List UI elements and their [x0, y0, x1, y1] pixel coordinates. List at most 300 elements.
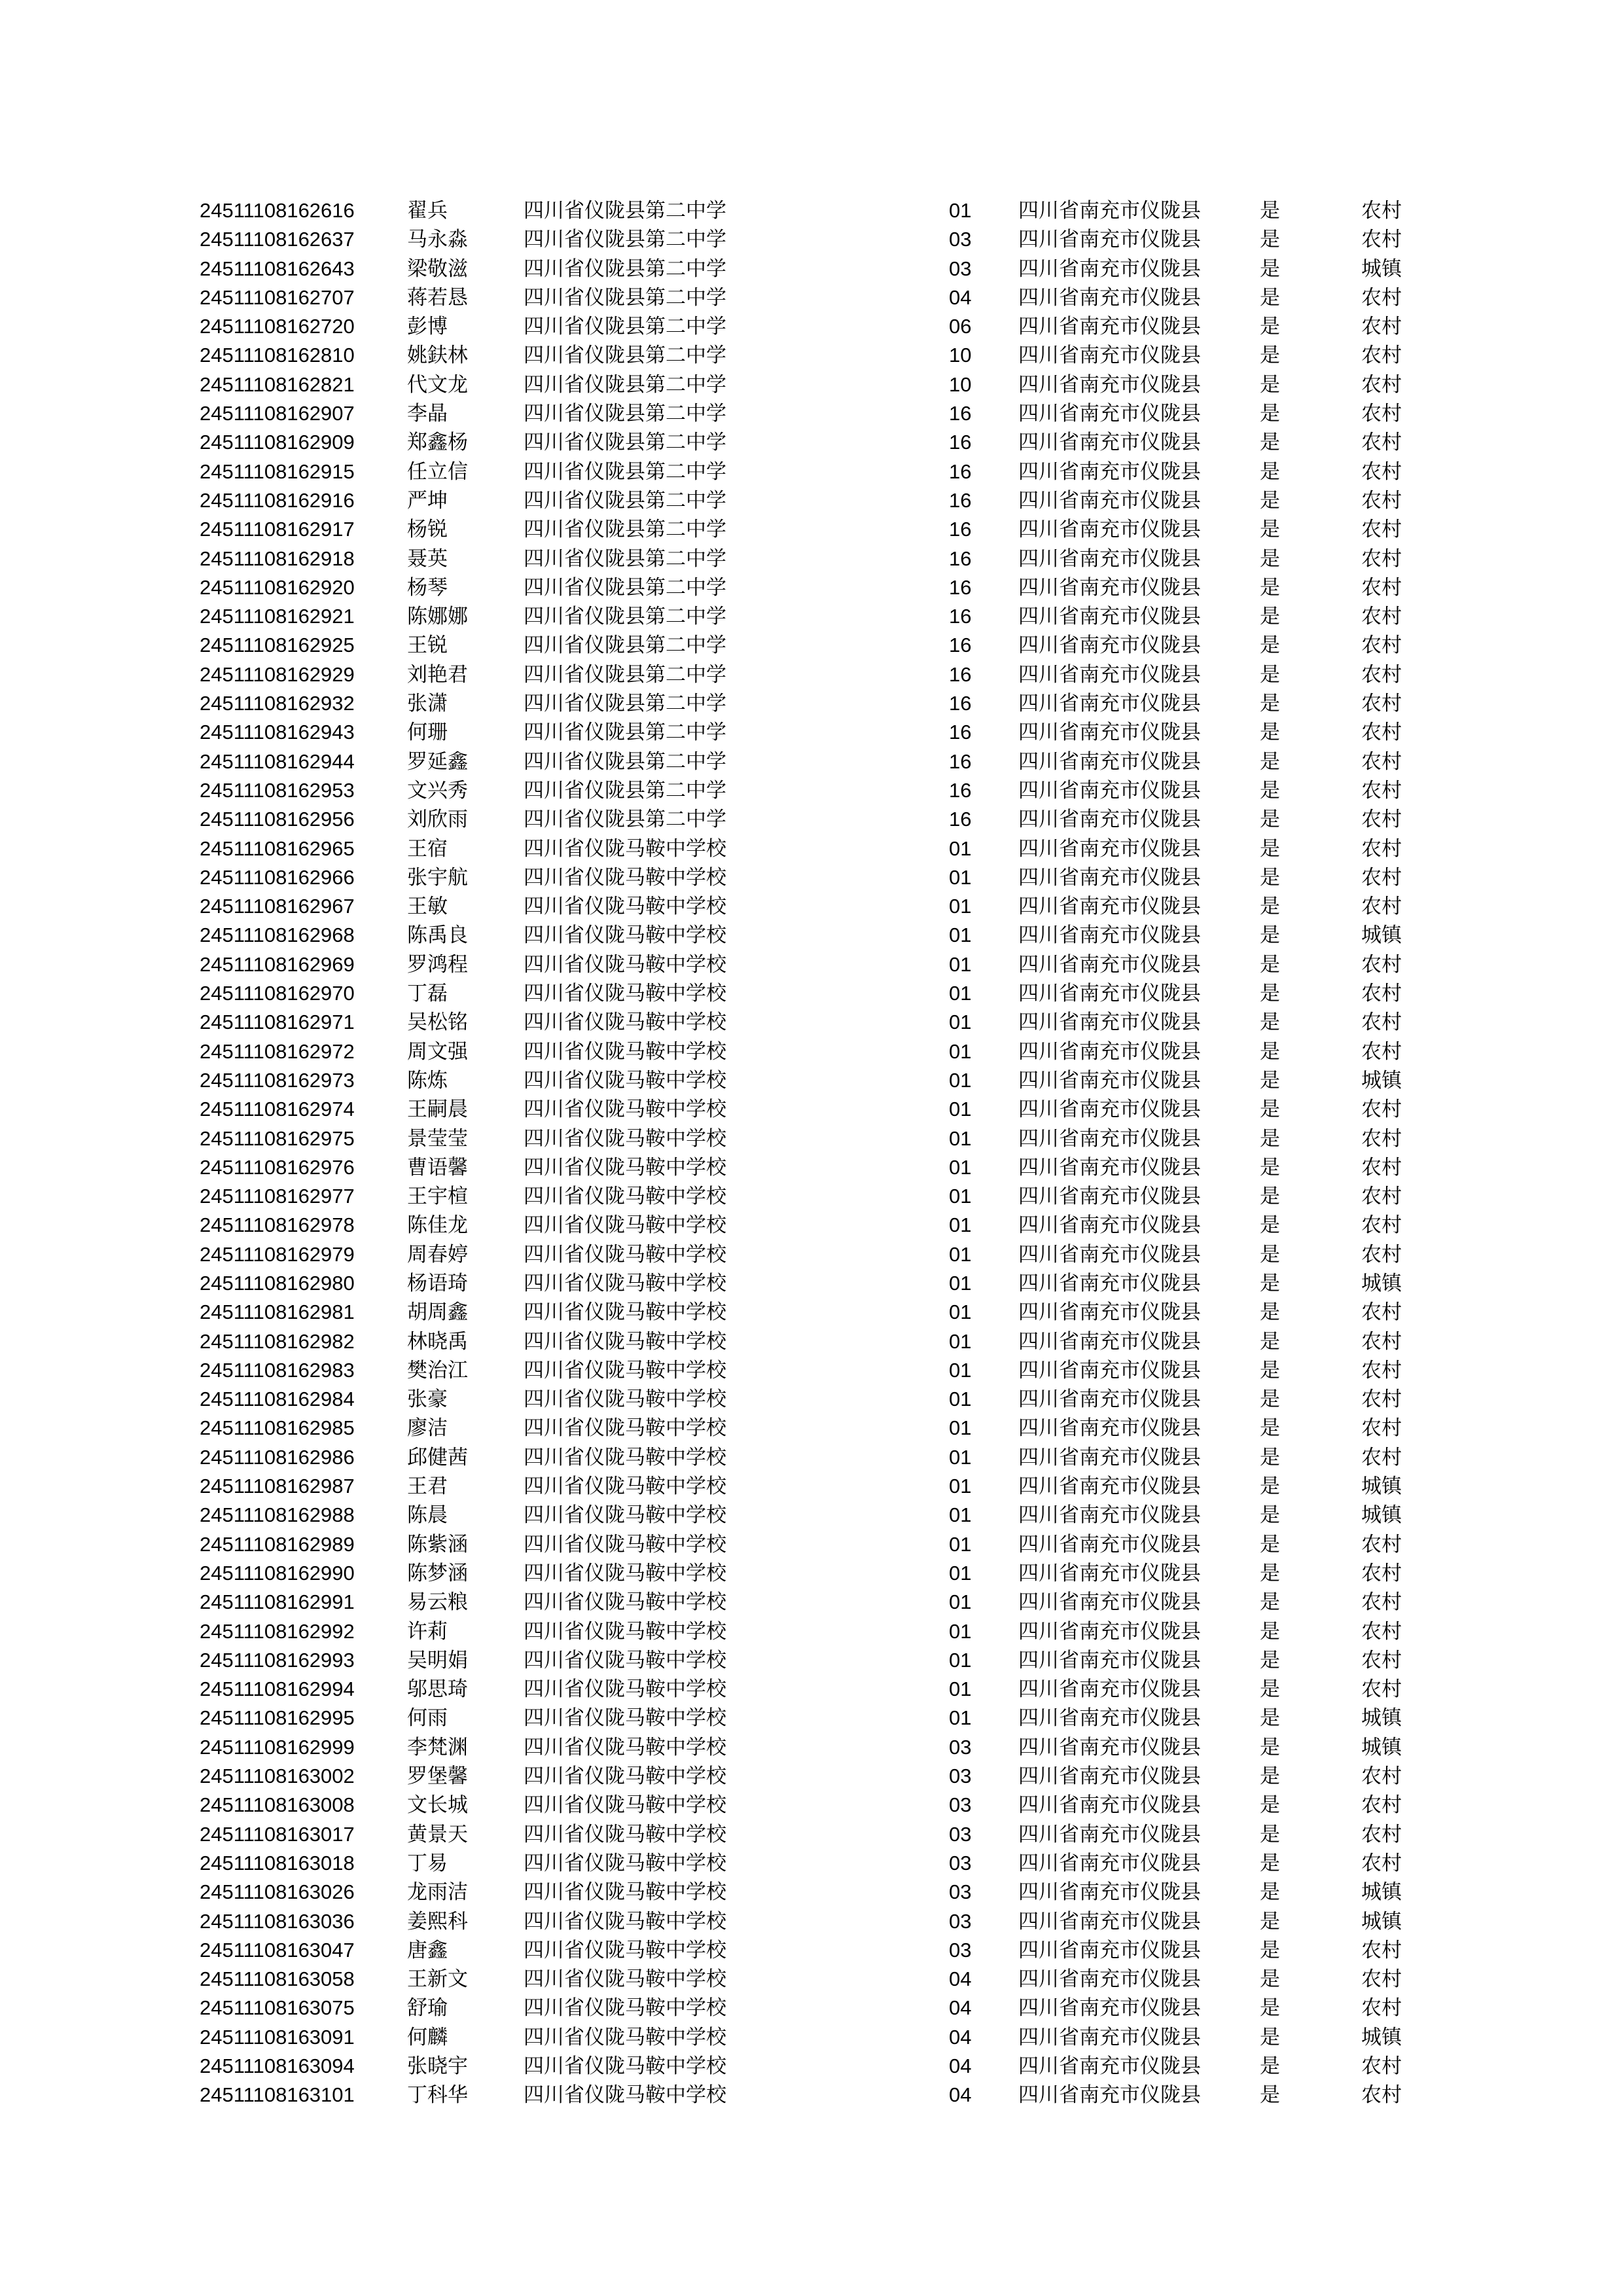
- flag-value: 是: [1260, 1039, 1280, 1064]
- flag-value: 是: [1260, 2054, 1280, 2078]
- student-id: 24511108162968: [200, 924, 355, 947]
- school-name: 四川省仪陇马鞍中学校: [524, 1793, 726, 1818]
- area-type: 农村: [1361, 2054, 1402, 2078]
- student-id: 24511108162975: [200, 1126, 355, 1150]
- student-id: 24511108162821: [200, 372, 355, 396]
- flag-value: 是: [1260, 2025, 1280, 2049]
- table-row: [0, 341, 1623, 370]
- table-row: [0, 1588, 1623, 1617]
- student-name: 陈紫涵: [407, 1532, 468, 1556]
- region: 四川省南充市仪陇县: [1018, 372, 1201, 397]
- category-code: 04: [949, 2025, 972, 2049]
- student-id: 24511108163036: [200, 1909, 355, 1933]
- student-name: 蒋若恳: [407, 285, 468, 310]
- student-name: 张宇航: [407, 865, 468, 889]
- region: 四川省南充市仪陇县: [1018, 1938, 1201, 1962]
- student-name: 黄景天: [407, 1822, 468, 1846]
- category-code: 01: [949, 1300, 972, 1324]
- flag-value: 是: [1260, 1677, 1280, 1702]
- category-code: 04: [949, 1967, 972, 1991]
- region: 四川省南充市仪陇县: [1018, 1155, 1201, 1179]
- table-row: [0, 921, 1623, 950]
- category-code: 16: [949, 488, 972, 512]
- table-row: [0, 1994, 1623, 2022]
- flag-value: 是: [1260, 1271, 1280, 1295]
- category-code: 01: [949, 1068, 972, 1092]
- area-type: 农村: [1361, 228, 1402, 252]
- student-name: 廖洁: [407, 1416, 448, 1441]
- flag-value: 是: [1260, 836, 1280, 861]
- category-code: 01: [949, 865, 972, 889]
- student-name: 龙雨洁: [407, 1880, 468, 1905]
- flag-value: 是: [1260, 1532, 1280, 1556]
- region: 四川省南充市仪陇县: [1018, 1126, 1201, 1151]
- student-name: 刘欣雨: [407, 808, 468, 832]
- school-name: 四川省仪陇马鞍中学校: [524, 1388, 726, 1412]
- region: 四川省南充市仪陇县: [1018, 692, 1201, 716]
- flag-value: 是: [1260, 1416, 1280, 1441]
- flag-value: 是: [1260, 431, 1280, 455]
- table-row: [0, 1385, 1623, 1414]
- student-name: 陈晨: [407, 1503, 448, 1528]
- table-row: [0, 776, 1623, 805]
- area-type: 城镇: [1361, 2025, 1402, 2049]
- school-name: 四川省仪陇县第二中学: [524, 692, 726, 716]
- flag-value: 是: [1260, 1329, 1280, 1354]
- student-id: 24511108162980: [200, 1271, 355, 1295]
- area-type: 农村: [1361, 1561, 1402, 1585]
- flag-value: 是: [1260, 721, 1280, 745]
- table-row: [0, 1965, 1623, 1994]
- school-name: 四川省仪陇马鞍中学校: [524, 1677, 726, 1702]
- flag-value: 是: [1260, 692, 1280, 716]
- category-code: 16: [949, 431, 972, 454]
- student-id: 24511108162999: [200, 1735, 355, 1759]
- school-name: 四川省仪陇县第二中学: [524, 721, 726, 745]
- area-type: 农村: [1361, 285, 1402, 310]
- region: 四川省南充市仪陇县: [1018, 315, 1201, 339]
- table-row: [0, 196, 1623, 225]
- school-name: 四川省仪陇县第二中学: [524, 662, 726, 687]
- area-type: 农村: [1361, 518, 1402, 542]
- table-row: [0, 2023, 1623, 2052]
- student-id: 24511108162977: [200, 1185, 355, 1208]
- student-name: 丁易: [407, 1851, 448, 1875]
- student-id: 24511108163101: [200, 2083, 355, 2107]
- region: 四川省南充市仪陇县: [1018, 1445, 1201, 1469]
- table-row: [0, 255, 1623, 283]
- category-code: 06: [949, 315, 972, 338]
- flag-value: 是: [1260, 1068, 1280, 1092]
- category-code: 01: [949, 1242, 972, 1266]
- school-name: 四川省仪陇县第二中学: [524, 315, 726, 339]
- flag-value: 是: [1260, 808, 1280, 832]
- student-id: 24511108163058: [200, 1967, 355, 1991]
- student-id: 24511108162990: [200, 1561, 355, 1585]
- area-type: 农村: [1361, 1590, 1402, 1615]
- table-row: [0, 805, 1623, 834]
- student-id: 24511108162720: [200, 315, 355, 338]
- student-id: 24511108162988: [200, 1503, 355, 1527]
- student-name: 丁磊: [407, 982, 448, 1006]
- student-id: 24511108162994: [200, 1677, 355, 1701]
- school-name: 四川省仪陇马鞍中学校: [524, 1851, 726, 1875]
- student-id: 24511108162989: [200, 1532, 355, 1556]
- table-row: [0, 1675, 1623, 1704]
- student-name: 文长城: [407, 1793, 468, 1818]
- category-code: 04: [949, 1996, 972, 2020]
- school-name: 四川省仪陇县第二中学: [524, 778, 726, 802]
- student-id: 24511108162983: [200, 1358, 355, 1382]
- category-code: 01: [949, 1155, 972, 1179]
- student-id: 24511108163047: [200, 1938, 355, 1962]
- student-name: 周文强: [407, 1039, 468, 1064]
- category-code: 01: [949, 1011, 972, 1034]
- school-name: 四川省仪陇马鞍中学校: [524, 1938, 726, 1962]
- table-row: [0, 1878, 1623, 1907]
- student-name: 王新文: [407, 1967, 468, 1992]
- flag-value: 是: [1260, 1213, 1280, 1238]
- category-code: 03: [949, 228, 972, 251]
- school-name: 四川省仪陇县第二中学: [524, 605, 726, 629]
- student-id: 24511108162991: [200, 1590, 355, 1614]
- school-name: 四川省仪陇马鞍中学校: [524, 1155, 726, 1179]
- flag-value: 是: [1260, 982, 1280, 1006]
- area-type: 城镇: [1361, 924, 1402, 948]
- student-name: 聂英: [407, 547, 448, 571]
- category-code: 16: [949, 778, 972, 802]
- area-type: 农村: [1361, 1765, 1402, 1789]
- flag-value: 是: [1260, 1388, 1280, 1412]
- area-type: 农村: [1361, 1938, 1402, 1962]
- student-id: 24511108163002: [200, 1765, 355, 1788]
- student-name: 杨语琦: [407, 1271, 468, 1295]
- table-row: [0, 515, 1623, 544]
- category-code: 01: [949, 952, 972, 976]
- student-name: 何珊: [407, 721, 448, 745]
- flag-value: 是: [1260, 1590, 1280, 1615]
- table-row: [0, 2052, 1623, 2081]
- region: 四川省南充市仪陇县: [1018, 1358, 1201, 1382]
- region: 四川省南充市仪陇县: [1018, 257, 1201, 281]
- category-code: 01: [949, 1445, 972, 1469]
- area-type: 农村: [1361, 1416, 1402, 1441]
- table-row: [0, 1936, 1623, 1965]
- table-row: [0, 1327, 1623, 1356]
- student-id: 24511108162944: [200, 749, 355, 773]
- category-code: 01: [949, 1648, 972, 1672]
- area-type: 农村: [1361, 344, 1402, 368]
- student-name: 陈娜娜: [407, 605, 468, 629]
- school-name: 四川省仪陇马鞍中学校: [524, 1068, 726, 1092]
- table-row: [0, 1820, 1623, 1849]
- area-type: 农村: [1361, 605, 1402, 629]
- table-row: [0, 689, 1623, 718]
- area-type: 农村: [1361, 1619, 1402, 1643]
- area-type: 农村: [1361, 1532, 1402, 1556]
- area-type: 农村: [1361, 634, 1402, 658]
- school-name: 四川省仪陇马鞍中学校: [524, 1329, 726, 1354]
- area-type: 农村: [1361, 749, 1402, 774]
- category-code: 01: [949, 1271, 972, 1295]
- category-code: 16: [949, 721, 972, 744]
- flag-value: 是: [1260, 199, 1280, 223]
- student-id: 24511108163075: [200, 1996, 355, 2020]
- table-row: [0, 1646, 1623, 1675]
- category-code: 04: [949, 2083, 972, 2107]
- region: 四川省南充市仪陇县: [1018, 431, 1201, 455]
- table-row: [0, 399, 1623, 428]
- area-type: 农村: [1361, 372, 1402, 397]
- student-id: 24511108162995: [200, 1706, 355, 1730]
- region: 四川省南充市仪陇县: [1018, 2083, 1201, 2108]
- category-code: 01: [949, 1126, 972, 1150]
- student-id: 24511108162915: [200, 459, 355, 483]
- school-name: 四川省仪陇马鞍中学校: [524, 1996, 726, 2020]
- area-type: 城镇: [1361, 1068, 1402, 1092]
- area-type: 城镇: [1361, 1909, 1402, 1933]
- student-name: 王君: [407, 1475, 448, 1499]
- student-name: 马永淼: [407, 228, 468, 252]
- school-name: 四川省仪陇县第二中学: [524, 344, 726, 368]
- table-row: [0, 428, 1623, 457]
- school-name: 四川省仪陇县第二中学: [524, 749, 726, 774]
- school-name: 四川省仪陇县第二中学: [524, 228, 726, 252]
- table-row: [0, 747, 1623, 776]
- table-row: [0, 1414, 1623, 1443]
- flag-value: 是: [1260, 402, 1280, 426]
- table-row: [0, 1617, 1623, 1646]
- student-id: 24511108163018: [200, 1851, 355, 1874]
- student-id: 24511108162917: [200, 518, 355, 541]
- region: 四川省南充市仪陇县: [1018, 1561, 1201, 1585]
- school-name: 四川省仪陇马鞍中学校: [524, 1619, 726, 1643]
- student-name: 吴松铭: [407, 1011, 468, 1035]
- flag-value: 是: [1260, 605, 1280, 629]
- student-name: 郑鑫杨: [407, 431, 468, 455]
- category-code: 03: [949, 1735, 972, 1759]
- student-name: 罗鸿程: [407, 952, 468, 977]
- table-row: [0, 1066, 1623, 1095]
- flag-value: 是: [1260, 518, 1280, 542]
- area-type: 农村: [1361, 402, 1402, 426]
- area-type: 农村: [1361, 1039, 1402, 1064]
- category-code: 01: [949, 895, 972, 918]
- student-id: 24511108162932: [200, 692, 355, 715]
- flag-value: 是: [1260, 1706, 1280, 1731]
- student-id: 24511108162810: [200, 344, 355, 367]
- category-code: 16: [949, 547, 972, 570]
- flag-value: 是: [1260, 1300, 1280, 1325]
- table-row: [0, 1298, 1623, 1327]
- region: 四川省南充市仪陇县: [1018, 1300, 1201, 1325]
- school-name: 四川省仪陇县第二中学: [524, 547, 726, 571]
- category-code: 01: [949, 982, 972, 1005]
- area-type: 农村: [1361, 1213, 1402, 1238]
- student-name: 丁科华: [407, 2083, 468, 2108]
- region: 四川省南充市仪陇县: [1018, 1735, 1201, 1759]
- table-row: [0, 950, 1623, 979]
- table-row: [0, 979, 1623, 1008]
- student-id: 24511108162973: [200, 1068, 355, 1092]
- region: 四川省南充市仪陇县: [1018, 1765, 1201, 1789]
- category-code: 01: [949, 1475, 972, 1498]
- region: 四川省南充市仪陇县: [1018, 1329, 1201, 1354]
- school-name: 四川省仪陇马鞍中学校: [524, 1416, 726, 1441]
- category-code: 01: [949, 924, 972, 947]
- student-id: 24511108163026: [200, 1880, 355, 1904]
- region: 四川省南充市仪陇县: [1018, 459, 1201, 484]
- student-name: 文兴秀: [407, 778, 468, 802]
- region: 四川省南充市仪陇县: [1018, 1619, 1201, 1643]
- region: 四川省南充市仪陇县: [1018, 1068, 1201, 1092]
- student-id: 24511108163017: [200, 1822, 355, 1846]
- region: 四川省南充市仪陇县: [1018, 924, 1201, 948]
- region: 四川省南充市仪陇县: [1018, 1416, 1201, 1441]
- category-code: 01: [949, 1677, 972, 1701]
- flag-value: 是: [1260, 1735, 1280, 1759]
- student-name: 曹语馨: [407, 1155, 468, 1179]
- student-id: 24511108162967: [200, 895, 355, 918]
- student-name: 翟兵: [407, 199, 448, 223]
- category-code: 01: [949, 1503, 972, 1527]
- category-code: 01: [949, 1039, 972, 1063]
- school-name: 四川省仪陇县第二中学: [524, 488, 726, 512]
- student-id: 24511108162981: [200, 1300, 355, 1324]
- category-code: 01: [949, 1416, 972, 1440]
- region: 四川省南充市仪陇县: [1018, 344, 1201, 368]
- student-id: 24511108162970: [200, 982, 355, 1005]
- school-name: 四川省仪陇马鞍中学校: [524, 1011, 726, 1035]
- student-id: 24511108162920: [200, 575, 355, 599]
- table-row: [0, 718, 1623, 747]
- student-name: 任立信: [407, 459, 468, 484]
- table-row: [0, 602, 1623, 631]
- school-name: 四川省仪陇马鞍中学校: [524, 1098, 726, 1122]
- table-row: [0, 283, 1623, 312]
- flag-value: 是: [1260, 1475, 1280, 1499]
- student-id: 24511108163094: [200, 2054, 355, 2077]
- area-type: 农村: [1361, 1793, 1402, 1818]
- flag-value: 是: [1260, 1996, 1280, 2020]
- flag-value: 是: [1260, 1358, 1280, 1382]
- table-row: [0, 1211, 1623, 1240]
- flag-value: 是: [1260, 749, 1280, 774]
- table-row: [0, 486, 1623, 515]
- area-type: 农村: [1361, 836, 1402, 861]
- student-id: 24511108162993: [200, 1648, 355, 1672]
- school-name: 四川省仪陇县第二中学: [524, 372, 726, 397]
- student-name: 杨琴: [407, 575, 448, 600]
- student-id: 24511108162984: [200, 1388, 355, 1411]
- area-type: 农村: [1361, 575, 1402, 600]
- category-code: 01: [949, 1213, 972, 1237]
- student-name: 王嗣晨: [407, 1098, 468, 1122]
- region: 四川省南充市仪陇县: [1018, 1677, 1201, 1702]
- category-code: 03: [949, 257, 972, 280]
- table-row: [0, 1269, 1623, 1298]
- area-type: 农村: [1361, 488, 1402, 512]
- area-type: 农村: [1361, 1822, 1402, 1846]
- flag-value: 是: [1260, 1765, 1280, 1789]
- school-name: 四川省仪陇县第二中学: [524, 459, 726, 484]
- region: 四川省南充市仪陇县: [1018, 518, 1201, 542]
- region: 四川省南充市仪陇县: [1018, 808, 1201, 832]
- category-code: 01: [949, 1388, 972, 1411]
- category-code: 03: [949, 1880, 972, 1904]
- table-row: [0, 1704, 1623, 1732]
- table-row: [0, 1124, 1623, 1153]
- student-name: 许莉: [407, 1619, 448, 1643]
- student-name: 陈禹良: [407, 924, 468, 948]
- school-name: 四川省仪陇马鞍中学校: [524, 1039, 726, 1064]
- flag-value: 是: [1260, 778, 1280, 802]
- student-id: 24511108162969: [200, 952, 355, 976]
- table-row: [0, 1153, 1623, 1182]
- flag-value: 是: [1260, 1155, 1280, 1179]
- student-id: 24511108162925: [200, 634, 355, 657]
- region: 四川省南充市仪陇县: [1018, 199, 1201, 223]
- table-row: [0, 1240, 1623, 1269]
- table-row: [0, 370, 1623, 399]
- region: 四川省南充市仪陇县: [1018, 1242, 1201, 1266]
- table-row: [0, 1530, 1623, 1559]
- flag-value: 是: [1260, 372, 1280, 397]
- student-list: [0, 196, 1623, 2110]
- student-id: 24511108162916: [200, 488, 355, 512]
- student-id: 24511108162987: [200, 1475, 355, 1498]
- category-code: 01: [949, 199, 972, 222]
- flag-value: 是: [1260, 228, 1280, 252]
- area-type: 城镇: [1361, 1475, 1402, 1499]
- area-type: 农村: [1361, 952, 1402, 977]
- flag-value: 是: [1260, 257, 1280, 281]
- table-row: [0, 631, 1623, 660]
- flag-value: 是: [1260, 488, 1280, 512]
- region: 四川省南充市仪陇县: [1018, 228, 1201, 252]
- student-id: 24511108162976: [200, 1155, 355, 1179]
- student-name: 樊治江: [407, 1358, 468, 1382]
- category-code: 16: [949, 692, 972, 715]
- category-code: 10: [949, 344, 972, 367]
- student-name: 胡周鑫: [407, 1300, 468, 1325]
- school-name: 四川省仪陇县第二中学: [524, 634, 726, 658]
- school-name: 四川省仪陇马鞍中学校: [524, 1271, 726, 1295]
- table-row: [0, 1762, 1623, 1791]
- student-id: 24511108162907: [200, 402, 355, 425]
- area-type: 农村: [1361, 808, 1402, 832]
- flag-value: 是: [1260, 285, 1280, 310]
- student-id: 24511108162943: [200, 721, 355, 744]
- region: 四川省南充市仪陇县: [1018, 1967, 1201, 1992]
- region: 四川省南充市仪陇县: [1018, 1475, 1201, 1499]
- student-id: 24511108162992: [200, 1619, 355, 1643]
- area-type: 城镇: [1361, 1706, 1402, 1731]
- student-name: 邱健茜: [407, 1445, 468, 1469]
- student-name: 何雨: [407, 1706, 448, 1731]
- student-id: 24511108162918: [200, 547, 355, 570]
- student-name: 吴明娟: [407, 1648, 468, 1672]
- table-row: [0, 863, 1623, 892]
- area-type: 农村: [1361, 1329, 1402, 1354]
- area-type: 农村: [1361, 865, 1402, 889]
- flag-value: 是: [1260, 662, 1280, 687]
- table-row: [0, 1559, 1623, 1588]
- category-code: 01: [949, 1561, 972, 1585]
- flag-value: 是: [1260, 1445, 1280, 1469]
- school-name: 四川省仪陇县第二中学: [524, 808, 726, 832]
- flag-value: 是: [1260, 575, 1280, 600]
